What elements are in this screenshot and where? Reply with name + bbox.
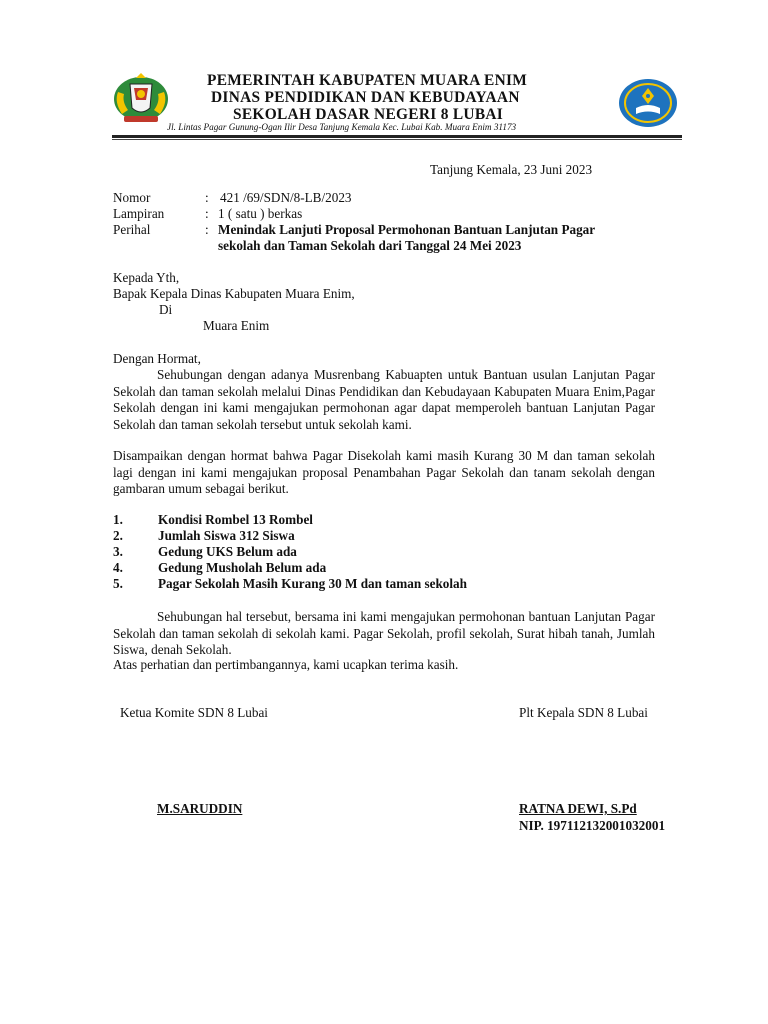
body-paragraph-1 xyxy=(113,367,655,433)
list-item-number: 3. xyxy=(113,544,123,559)
list-item-number: 2. xyxy=(113,528,123,543)
right-signatory-title: Plt Kepala SDN 8 Lubai xyxy=(519,705,648,720)
left-signatory-name: M.SARUDDIN xyxy=(157,801,243,816)
lampiran-colon: : xyxy=(205,206,209,221)
nomor-label: Nomor xyxy=(113,190,151,205)
perihal-label: Perihal xyxy=(113,222,151,237)
greeting: Dengan Hormat, xyxy=(113,351,201,366)
body-paragraph-3 xyxy=(113,609,655,659)
recipient-line-4: Muara Enim xyxy=(203,318,270,333)
list-item-text: Gedung UKS Belum ada xyxy=(158,544,297,559)
perihal-colon: : xyxy=(205,222,209,237)
list-item-text: Gedung Musholah Belum ada xyxy=(158,560,327,575)
letterhead-line-1: PEMERINTAH KABUPATEN MUARA ENIM xyxy=(207,72,528,89)
list-item-number: 5. xyxy=(113,576,123,591)
letterhead-rule-thin xyxy=(112,139,682,140)
list-item-text: Kondisi Rombel 13 Rombel xyxy=(158,512,313,527)
recipient-line-1: Kepada Yth, xyxy=(113,270,180,285)
nomor-colon: : xyxy=(205,190,209,205)
regency-emblem-icon xyxy=(110,72,172,126)
right-signatory-nip: NIP. 197112132001032001 xyxy=(519,818,666,833)
list-item-text: Pagar Sekolah Masih Kurang 30 M dan taman sekolah xyxy=(158,576,467,591)
letterhead-line-3: SEKOLAH DASAR NEGERI 8 LUBAI xyxy=(233,106,504,123)
nomor-value: 421 /69/SDN/8-LB/2023 xyxy=(220,190,352,205)
recipient-line-3: Di xyxy=(159,302,173,317)
place-date: Tanjung Kemala, 23 Juni 2023 xyxy=(430,162,593,177)
list-item-number: 4. xyxy=(113,560,123,575)
letterhead-line-2: DINAS PENDIDIKAN DAN KEBUDAYAAN xyxy=(211,89,520,106)
right-signatory-name: RATNA DEWI, S.Pd xyxy=(519,801,637,816)
tut-wuri-handayani-logo-icon xyxy=(618,78,678,128)
list-item-number: 1. xyxy=(113,512,123,527)
left-signatory-title: Ketua Komite SDN 8 Lubai xyxy=(120,705,268,720)
list-item-text: Jumlah Siswa 312 Siswa xyxy=(158,528,295,543)
body-paragraph-2 xyxy=(113,448,655,498)
body-paragraph-3-text: Sehubungan hal tersebut, bersama ini kami mengajukan permohonan bantuan Lanjutan Pagar Sekolah dan taman sekolah di sekolah kami. Pagar Sekolah, profil sekolah, Surat hibah tanah, Jumlah Siswa, denah Sekolah. xyxy=(113,609,655,658)
perihal-value-line-2: sekolah dan Taman Sekolah dari Tanggal 24 Mei 2023 xyxy=(218,238,522,253)
lampiran-label: Lampiran xyxy=(113,206,165,221)
perihal-value-line-1: Menindak Lanjuti Proposal Permohonan Bantuan Lanjutan Pagar xyxy=(218,222,596,237)
lampiran-value: 1 ( satu ) berkas xyxy=(218,206,303,221)
recipient-line-2: Bapak Kepala Dinas Kabupaten Muara Enim, xyxy=(113,286,355,301)
body-paragraph-1-text: Sehubungan dengan adanya Musrenbang Kabuapten untuk Bantuan usulan Lanjutan Pagar Sekolah dan taman sekolah melalui Dinas Pendidikan dan Kebudayaan Kabupaten Muara Enim,Pagar Sekolah dengan ini kami mengajukan permohonan agar dapat memperoleh bantuan Lanjutan Pagar Sekolah dan taman sekolah tersebut untuk sekolah kami. xyxy=(113,367,655,432)
letterhead-address: Jl. Lintas Pagar Gunung-Ogan Ilir Desa Tanjung Kemala Kec. Lubai Kab. Muara Enim 31173 xyxy=(167,122,517,132)
closing-sentence: Atas perhatian dan pertimbangannya, kami ucapkan terima kasih. xyxy=(113,657,459,672)
body-paragraph-2-text: Disampaikan dengan hormat bahwa Pagar Disekolah kami masih Kurang 30 M dan taman sekolah lagi dengan ini kami mengajukan proposal Penambahan Pagar Sekolah dan tanam sekolah dengan gambaran umum sebagai berikut. xyxy=(113,448,655,497)
letterhead-rule-thick xyxy=(112,135,682,138)
